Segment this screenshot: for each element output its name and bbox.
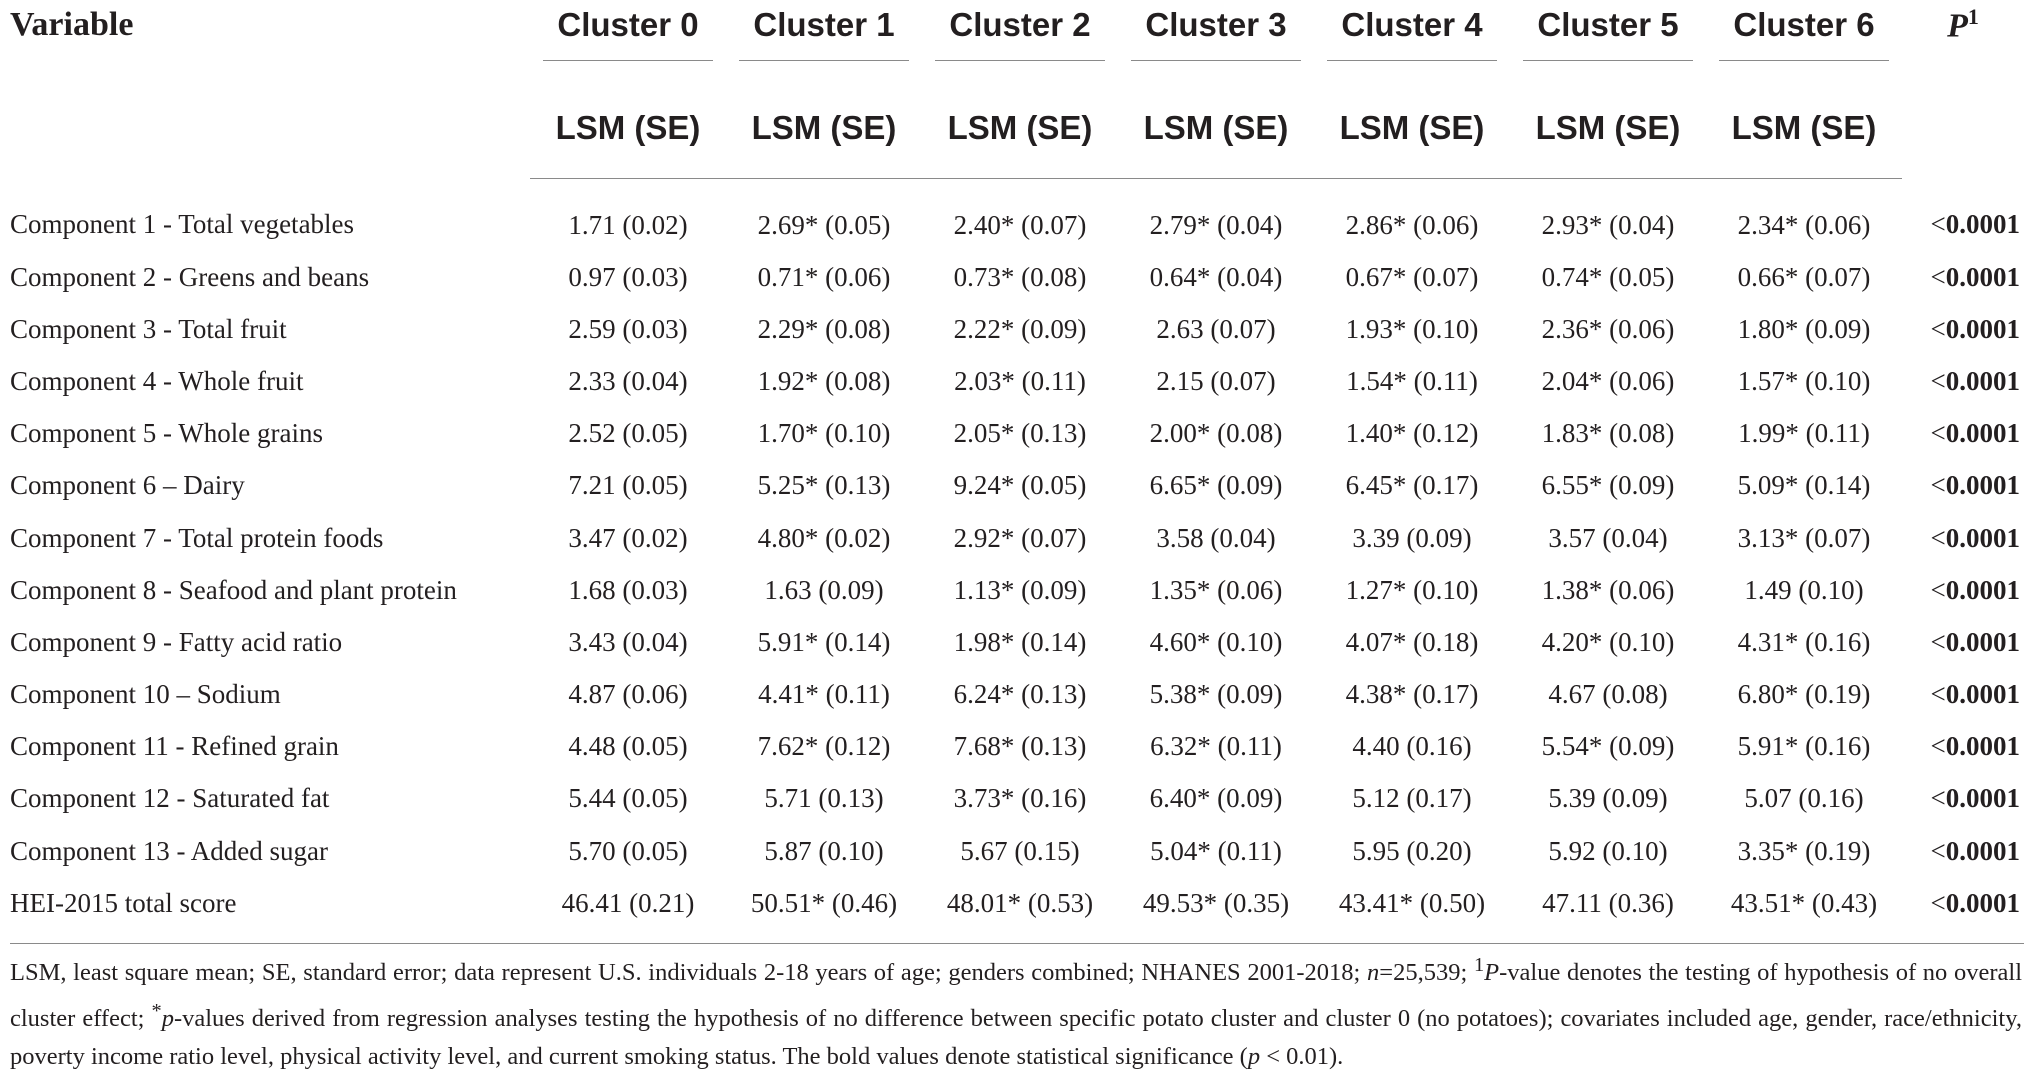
cluster-value-cell: 5.95 (0.20) — [1352, 835, 1472, 866]
cluster-value-cell: 43.51* (0.43) — [1706, 877, 1902, 944]
lsm-se-subheader: LSM (SE) — [1706, 84, 1902, 179]
cluster-value-cell: 2.69* (0.05) — [757, 209, 891, 240]
table-row — [10, 564, 2024, 616]
row-variable-label: Component 3 - Total fruit — [10, 313, 287, 344]
cluster-value-cell: 2.93* (0.04) — [1541, 209, 1675, 240]
cluster-value-cell: 5.67 (0.15) — [960, 835, 1080, 866]
cluster-value-cell: 5.09* (0.14) — [1737, 470, 1871, 501]
cluster-value-cell: 0.67* (0.07) — [1345, 261, 1479, 292]
cluster-value-cell: 5.12 (0.17) — [1352, 783, 1472, 814]
cluster-value-cell: 1.68 (0.03) — [568, 574, 688, 605]
cluster-value-cell: 5.91* (0.16) — [1737, 731, 1871, 762]
cluster-header: Cluster 6 — [1706, 0, 1902, 84]
row-variable-label: Component 4 - Whole fruit — [10, 365, 304, 396]
cluster-value-cell: 1.93* (0.10) — [1345, 313, 1479, 344]
cluster-value-cell: 6.40* (0.09) — [1149, 783, 1283, 814]
table-row — [10, 303, 2024, 355]
table-row — [10, 179, 2024, 252]
p-value-cell: <0.0001 — [1930, 522, 2020, 553]
cluster-value-cell: 4.60* (0.10) — [1149, 626, 1283, 657]
lsm-se-subheader: LSM (SE) — [922, 84, 1118, 179]
p-value-cell: <0.0001 — [1930, 574, 2020, 605]
cluster-header: Cluster 4 — [1314, 0, 1510, 84]
cluster-value-cell: 1.98* (0.14) — [953, 626, 1087, 657]
cluster-value-cell: 6.80* (0.19) — [1737, 679, 1871, 710]
cluster-value-cell: 1.13* (0.09) — [953, 574, 1087, 605]
cluster-value-cell: 2.52 (0.05) — [568, 418, 688, 449]
cluster-value-cell: 3.57 (0.04) — [1548, 522, 1668, 553]
cluster-value-cell: 1.27* (0.10) — [1345, 574, 1479, 605]
cluster-value-cell: 5.25* (0.13) — [757, 470, 891, 501]
cluster-value-cell: 4.07* (0.18) — [1345, 626, 1479, 657]
cluster-value-cell: 3.73* (0.16) — [953, 783, 1087, 814]
table-row — [10, 460, 2024, 512]
cluster-value-cell: 48.01* (0.53) — [922, 877, 1118, 944]
cluster-value-cell: 4.41* (0.11) — [758, 679, 890, 710]
cluster-value-cell: 1.70* (0.10) — [757, 418, 891, 449]
cluster-value-cell: 1.35* (0.06) — [1149, 574, 1283, 605]
p-value-cell: <0.0001 — [1902, 877, 2024, 944]
p-value-cell: <0.0001 — [1930, 365, 2020, 396]
cluster-value-cell: 5.04* (0.11) — [1150, 835, 1282, 866]
table-row — [10, 669, 2024, 721]
cluster-value-cell: 5.54* (0.09) — [1541, 731, 1675, 762]
cluster-value-cell: 5.07 (0.16) — [1744, 783, 1864, 814]
cluster-value-cell: 5.91* (0.14) — [757, 626, 891, 657]
cluster-value-cell: 1.40* (0.12) — [1345, 418, 1479, 449]
cluster-value-cell: 6.24* (0.13) — [953, 679, 1087, 710]
cluster-value-cell: 2.86* (0.06) — [1345, 209, 1479, 240]
cluster-value-cell: 5.38* (0.09) — [1149, 679, 1283, 710]
cluster-value-cell: 0.74* (0.05) — [1541, 261, 1675, 292]
cluster-value-cell: 2.34* (0.06) — [1737, 209, 1871, 240]
cluster-value-cell: 2.15 (0.07) — [1156, 365, 1276, 396]
p-value-header: $P^1$ — [1947, 4, 1979, 45]
cluster-value-cell: 3.35* (0.19) — [1737, 835, 1871, 866]
p-value-cell: <0.0001 — [1930, 835, 2020, 866]
cluster-value-cell: 4.20* (0.10) — [1541, 626, 1675, 657]
cluster-value-cell: 6.65* (0.09) — [1149, 470, 1283, 501]
cluster-value-cell: 3.39 (0.09) — [1352, 522, 1472, 553]
cluster-value-cell: 0.97 (0.03) — [568, 261, 688, 292]
cluster-value-cell: 2.29* (0.08) — [757, 313, 891, 344]
cluster-value-cell: 0.66* (0.07) — [1737, 261, 1871, 292]
cluster-value-cell: 2.59 (0.03) — [568, 313, 688, 344]
p-value-cell: <0.0001 — [1930, 626, 2020, 657]
cluster-value-cell: 7.68* (0.13) — [953, 731, 1087, 762]
cluster-value-cell: 2.22* (0.09) — [953, 313, 1087, 344]
cluster-value-cell: 9.24* (0.05) — [953, 470, 1087, 501]
p-value-cell: <0.0001 — [1930, 261, 2020, 292]
row-variable-label: Component 7 - Total protein foods — [10, 522, 384, 553]
cluster-value-cell: 2.00* (0.08) — [1149, 418, 1283, 449]
table-body — [10, 179, 2024, 944]
table-row — [10, 721, 2024, 773]
lsm-se-subheader: LSM (SE) — [1118, 84, 1314, 179]
cluster-value-cell: 2.33 (0.04) — [568, 365, 688, 396]
cluster-value-cell: 2.04* (0.06) — [1541, 365, 1675, 396]
row-variable-label: Component 12 - Saturated fat — [10, 783, 330, 814]
cluster-value-cell: 2.40* (0.07) — [953, 209, 1087, 240]
cluster-value-cell: 5.44 (0.05) — [568, 783, 688, 814]
cluster-value-cell: 49.53* (0.35) — [1118, 877, 1314, 944]
cluster-value-cell: 4.67 (0.08) — [1548, 679, 1668, 710]
cluster-value-cell: 2.92* (0.07) — [953, 522, 1087, 553]
results-table — [10, 0, 2024, 944]
lsm-se-subheader: LSM (SE) — [726, 84, 922, 179]
cluster-value-cell: 3.43 (0.04) — [568, 626, 688, 657]
row-variable-label: Component 13 - Added sugar — [10, 835, 328, 866]
cluster-value-cell: 1.83* (0.08) — [1541, 418, 1675, 449]
cluster-value-cell: 3.47 (0.02) — [568, 522, 688, 553]
cluster-value-cell: 5.70 (0.05) — [568, 835, 688, 866]
row-variable-label: Component 1 - Total vegetables — [10, 209, 355, 240]
cluster-header: Cluster 0 — [530, 0, 726, 84]
cluster-value-cell: 1.49 (0.10) — [1744, 574, 1864, 605]
cluster-header: Cluster 1 — [726, 0, 922, 84]
cluster-value-cell: 0.71* (0.06) — [757, 261, 891, 292]
cluster-value-cell: 46.41 (0.21) — [530, 877, 726, 944]
cluster-value-cell: 50.51* (0.46) — [726, 877, 922, 944]
p-value-cell: <0.0001 — [1930, 209, 2020, 240]
row-variable-label: HEI-2015 total score — [10, 877, 530, 944]
cluster-header: Cluster 3 — [1118, 0, 1314, 84]
cluster-value-cell: 4.38* (0.17) — [1345, 679, 1479, 710]
cluster-value-cell: 2.05* (0.13) — [953, 418, 1087, 449]
cluster-value-cell: 5.39 (0.09) — [1548, 783, 1668, 814]
cluster-value-cell: 1.80* (0.09) — [1737, 313, 1871, 344]
p-value-cell: <0.0001 — [1930, 731, 2020, 762]
lsm-se-subheader: LSM (SE) — [1510, 84, 1706, 179]
cluster-value-cell: 5.87 (0.10) — [764, 835, 884, 866]
cluster-header: Cluster 5 — [1510, 0, 1706, 84]
table-row — [10, 773, 2024, 825]
cluster-value-cell: 1.99* (0.11) — [1738, 418, 1870, 449]
cluster-value-cell: 43.41* (0.50) — [1314, 877, 1510, 944]
table-row — [10, 616, 2024, 668]
cluster-value-cell: 4.87 (0.06) — [568, 679, 688, 710]
row-variable-label: Component 5 - Whole grains — [10, 418, 323, 449]
table-row — [10, 355, 2024, 407]
cluster-value-cell: 5.92 (0.10) — [1548, 835, 1668, 866]
header-row — [10, 0, 2024, 84]
row-variable-label: Component 2 - Greens and beans — [10, 261, 370, 292]
table-row — [10, 408, 2024, 460]
cluster-value-cell: 2.03* (0.11) — [954, 365, 1086, 396]
cluster-value-cell: 1.57* (0.10) — [1737, 365, 1871, 396]
cluster-value-cell: 2.63 (0.07) — [1156, 313, 1276, 344]
cluster-value-cell: 1.71 (0.02) — [568, 209, 688, 240]
cluster-value-cell: 4.40 (0.16) — [1352, 731, 1472, 762]
variable-header: Variable — [10, 6, 134, 43]
row-variable-label: Component 10 – Sodium — [10, 679, 281, 710]
p-value-cell: <0.0001 — [1930, 313, 2020, 344]
p-value-cell: <0.0001 — [1930, 783, 2020, 814]
table-footnote: LSM, least square mean; SE, standard error; data represent U.S. individuals 2-18 years of age; genders combined; NHANES 2001-2018; n=25,539; $^1$P-value denotes the testing of hypothesis of no overall cluster effect; *p-values derived from regression analyses testing the hypothesis of no difference between specific potato cluster and cluster 0 (no potatoes); covariates included age, gender, race/ethnicity, poverty income ratio level, physical activity level, and current smoking status. The bold values denote statistical significance (p < 0.01). — [10, 954, 2023, 1071]
p-value-cell: <0.0001 — [1930, 418, 2020, 449]
cluster-value-cell: 1.38* (0.06) — [1541, 574, 1675, 605]
cluster-value-cell: 0.64* (0.04) — [1149, 261, 1283, 292]
p-value-cell: <0.0001 — [1930, 470, 2020, 501]
cluster-value-cell: 3.13* (0.07) — [1737, 522, 1871, 553]
cluster-value-cell: 5.71 (0.13) — [764, 783, 884, 814]
row-variable-label: Component 11 - Refined grain — [10, 731, 339, 762]
cluster-value-cell: 6.32* (0.11) — [1150, 731, 1282, 762]
p-value-cell: <0.0001 — [1930, 679, 2020, 710]
cluster-value-cell: 4.31* (0.16) — [1737, 626, 1871, 657]
cluster-header: Cluster 2 — [922, 0, 1118, 84]
table-row — [10, 825, 2024, 877]
row-variable-label: Component 8 - Seafood and plant protein — [10, 574, 457, 605]
cluster-value-cell: 4.48 (0.05) — [568, 731, 688, 762]
cluster-value-cell: 3.58 (0.04) — [1156, 522, 1276, 553]
cluster-value-cell: 47.11 (0.36) — [1510, 877, 1706, 944]
lsm-se-subheader: LSM (SE) — [1314, 84, 1510, 179]
cluster-value-cell: 7.62* (0.12) — [757, 731, 891, 762]
lsm-se-subheader: LSM (SE) — [530, 84, 726, 179]
cluster-value-cell: 7.21 (0.05) — [568, 470, 688, 501]
table-row — [10, 512, 2024, 564]
cluster-value-cell: 1.92* (0.08) — [757, 365, 891, 396]
cluster-value-cell: 1.54* (0.11) — [1346, 365, 1478, 396]
cluster-value-cell: 6.55* (0.09) — [1541, 470, 1675, 501]
table-row — [10, 877, 2024, 944]
row-variable-label: Component 6 – Dairy — [10, 470, 245, 501]
cluster-value-cell: 1.63 (0.09) — [764, 574, 884, 605]
cluster-value-cell: 4.80* (0.02) — [757, 522, 891, 553]
cluster-value-cell: 2.79* (0.04) — [1149, 209, 1283, 240]
cluster-value-cell: 6.45* (0.17) — [1345, 470, 1479, 501]
table-row — [10, 251, 2024, 303]
row-variable-label: Component 9 - Fatty acid ratio — [10, 626, 343, 657]
cluster-value-cell: 2.36* (0.06) — [1541, 313, 1675, 344]
cluster-value-cell: 0.73* (0.08) — [953, 261, 1087, 292]
